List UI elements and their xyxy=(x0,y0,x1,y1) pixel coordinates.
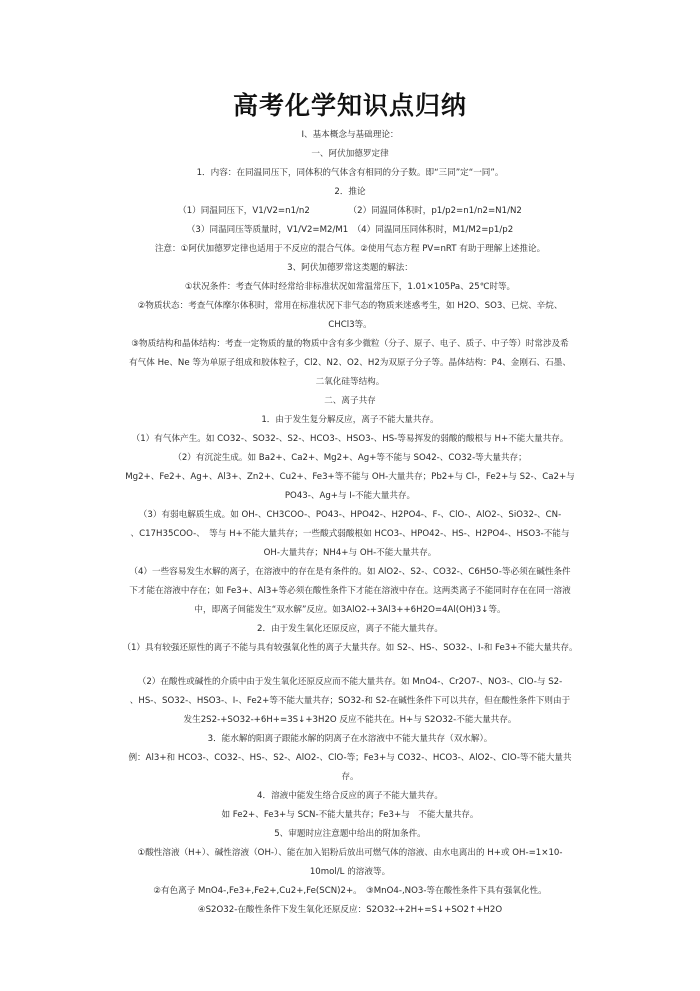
text-line: （2）有沉淀生成。如 Ba2+、Ca2+、Mg2+、Ag+等不能与 SO42-、CO32-等大量共存； xyxy=(173,453,527,463)
text-line: ②有色离子 MnO4-,Fe3+,Fe2+,Cu2+,Fe(SCN)2+。 ③MnO4-,NO3-等在酸性条件下具有强氧化性。 xyxy=(153,886,547,896)
text-line: 如 Fe2+、Fe3+与 SCN-不能大量共存；Fe3+与 不能大量共存。 xyxy=(221,810,479,820)
document-title: 高考化学知识点归纳 xyxy=(232,91,467,120)
text-line: OH-大量共存；NH4+与 OH-不能大量共存。 xyxy=(263,548,437,558)
text-line: 中，即离子间能发生“双水解”反应。如3AlO2-+3Al3++6H2O=4Al(OH)3↓等。 xyxy=(194,605,506,615)
text-line: 5、审题时应注意题中给出的附加条件。 xyxy=(274,829,426,839)
text-line: 4．溶液中能发生络合反应的离子不能大量共存。 xyxy=(257,791,443,801)
text-line: ①状况条件：考查气体时经常给非标准状况如常温常压下，1.01×105Pa、25℃时等。 xyxy=(184,282,516,292)
text-line: 例：Al3+和 HCO3-、CO32-、HS-、S2-、AlO2-、ClO-等；Fe3+与 CO32-、HCO3-、AlO2-、ClO-等不能大量共 xyxy=(128,753,572,763)
text-line: 1．内容：在同温同压下，同体积的气体含有相同的分子数。即“三同”定“一同”。 xyxy=(196,168,504,178)
text-line: 发生2S2-+SO32-+6H+=3S↓+3H2O 反应不能共在。H+与 S2O32-不能大量共存。 xyxy=(183,715,517,725)
text-line: Mg2+、Fe2+、Ag+、Al3+、Zn2+、Cu2+、Fe3+等不能与 OH-大量共存；Pb2+与 Cl-，Fe2+与 S2-、Ca2+与 xyxy=(125,472,575,482)
text-line: PO43-、Ag+与 I-不能大量共存。 xyxy=(284,491,416,501)
text-line: （4）一些容易发生水解的离子，在溶液中的存在是有条件的。如 AlO2-、S2-、CO32-、C6H5O-等必须在碱性条件 xyxy=(129,567,571,577)
text-line: （1）有气体产生。如 CO32-、SO32-、S2-、HCO3-、HSO3-、HS-等易挥发的弱酸的酸根与 H+不能大量共存。 xyxy=(131,434,569,444)
text-line: （1）同温同压下，V1/V2=n1/n2 （2）同温同体积时，p1/p2=n1/n2=N1/N2 xyxy=(178,206,522,216)
text-line: 3、阿伏加德罗常这类题的解法： xyxy=(287,263,413,273)
text-line: Ⅰ、基本概念与基础理论： xyxy=(301,130,399,140)
text-line: 注意：①阿伏加德罗定律也适用于不反应的混合气体。②使用气态方程 PV=nRT 有助于理解上述推论。 xyxy=(154,244,546,254)
text-line: 存。 xyxy=(341,772,359,782)
text-line: 1．由于发生复分解反应，离子不能大量共存。 xyxy=(261,415,439,425)
text-line: 下才能在溶液中存在；如 Fe3+、Al3+等必须在酸性条件下才能在溶液中存在。这两类离子不能同时存在在同一溶液 xyxy=(129,586,571,596)
text-line: ④S2O32-在酸性条件下发生氧化还原反应：S2O32-+2H+=S↓+SO2↑+H2O xyxy=(197,905,503,915)
text-line: 、HS-、SO32-、HSO3-、I-、Fe2+等不能大量共存；SO32-和 S2-在碱性条件下可以共存，但在酸性条件下则由于 xyxy=(129,696,571,706)
text-line: 二氧化硅等结构。 xyxy=(315,377,385,387)
text-line: （2）在酸性或碱性的介质中由于发生氧化还原反应而不能大量共存。如 MnO4-、Cr2O7-、NO3-、ClO-与 S2- xyxy=(137,677,563,687)
text-line: （3）同温同压等质量时，V1/V2=M2/M1 （4）同温同压同体积时，M1/M2=p1/p2 xyxy=(186,225,514,235)
document-body xyxy=(104,126,596,920)
text-line: 2．由于发生氧化还原反应，离子不能大量共存。 xyxy=(257,624,443,634)
text-line: 有气体 He、Ne 等为单原子组成和胶体粒子，Cl2、N2、O2、H2为双原子分子等。晶体结构：P4、金刚石、石墨、 xyxy=(129,358,571,368)
text-line: ①酸性溶液（H+）、碱性溶液（OH-）、能在加入铝粉后放出可燃气体的溶液、由水电离出的 H+或 OH-=1×10- xyxy=(137,848,563,858)
text-line: ③物质结构和晶体结构：考查一定物质的量的物质中含有多少微粒（分子、原子、电子、质子、中子等）时常涉及希 xyxy=(131,339,569,349)
section-heading: 二、离子共存 xyxy=(324,396,376,406)
text-line: （3）有弱电解质生成。如 OH-、CH3COO-、PO43-、HPO42-、H2PO4-、F-、ClO-、AlO2-、SiO32-、CN- xyxy=(138,510,562,520)
text-line: （1）具有较强还原性的离子不能与具有较强氧化性的离子大量共存。如 S2-、HS-、SO32-、I-和 Fe3+不能大量共存。 xyxy=(122,643,578,653)
text-line: 、C17H35COO-、 等与 H+不能大量共存；一些酸式弱酸根如 HCO3-、HPO42-、HS-、H2PO4-、HSO3-不能与 xyxy=(130,529,570,539)
text-line: 10mol/L 的溶液等。 xyxy=(309,867,391,877)
text-line: 一、阿伏加德罗定律 xyxy=(311,149,389,159)
text-line: ②物质状态：考查气体摩尔体积时，常用在标准状况下非气态的物质来迷惑考生，如 H2O、SO3、已烷、辛烷、 xyxy=(137,301,563,311)
text-line: 3．能水解的阳离子跟能水解的阴离子在水溶液中不能大量共存（双水解）。 xyxy=(207,734,493,744)
text-line: 2．推论 xyxy=(334,187,366,197)
text-line: CHCl3等。 xyxy=(328,320,372,330)
